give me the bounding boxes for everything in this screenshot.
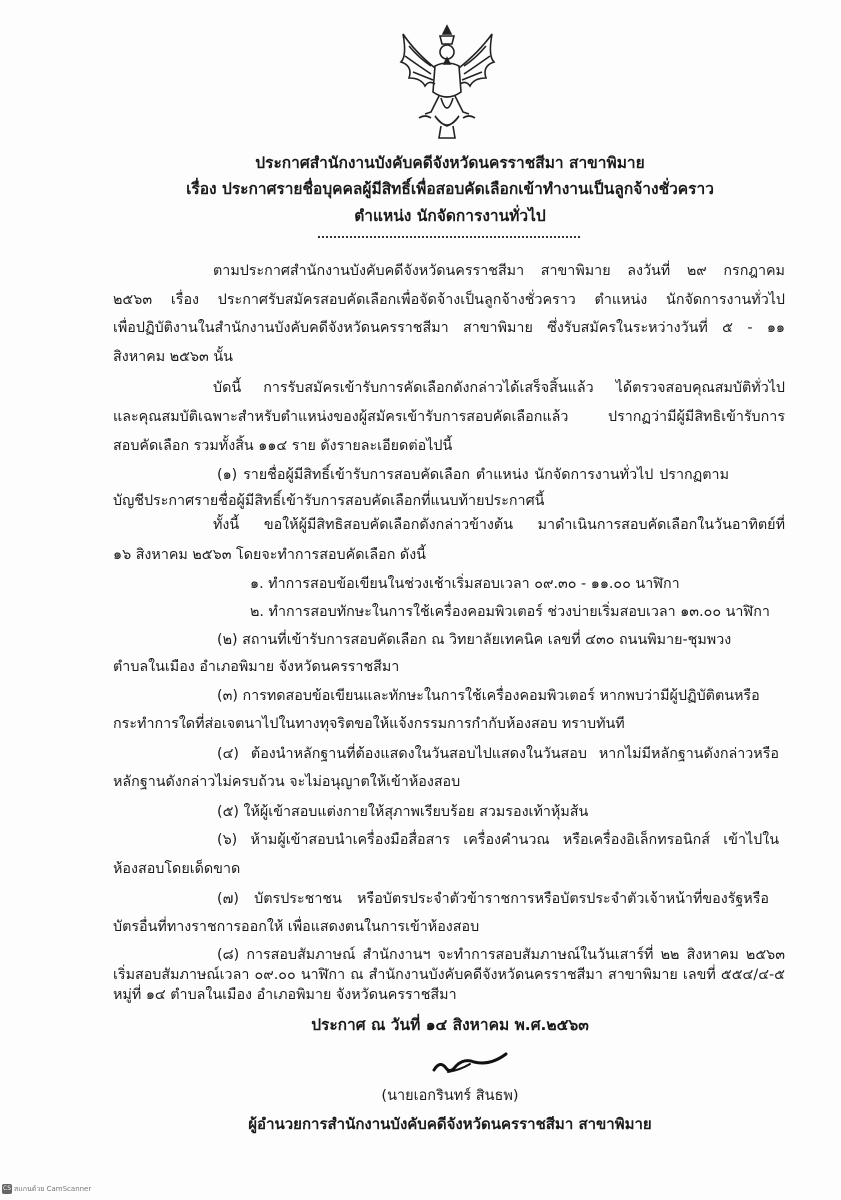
paragraph-line: สอบคัดเลือก รวมทั้งสิ้น ๑๑๔ ราย ดังรายละเอียดต่อไปนี้ [113,438,453,454]
paragraph-line: บัดนี้ การรับสมัครเข้ารับการคัดเลือกดังกล่าวได้เสร็จสิ้นแล้ว ได้ตรวจสอบคุณสมบัติทั่วไป [213,380,785,396]
list-item-line: (๔) ต้องนำหลักฐานที่ต้องแสดงในวันสอบไปแสดงในวันสอบ หากไม่มีหลักฐานดังกล่าวหรือ [217,746,779,762]
list-item-line: ห้องสอบโดยเด็ดขาด [113,861,241,877]
list-item-line: หลักฐานดังกล่าวไม่ครบถ้วน จะไม่อนุญาตให้เข้าห้องสอบ [113,774,461,790]
list-item-line: (๗) บัตรประชาชน หรือบัตรประจำตัวข้าราชการหรือบัตรประจำตัวเจ้าหน้าที่ของรัฐหรือ [217,891,769,907]
signer-name: (นายเอกรินทร์ สินธพ) [381,1088,519,1104]
list-item-line: กระทำการใดที่ส่อเจตนาไปในทางทุจริตขอให้แจ้งกรรมการกำกับห้องสอบ ทราบทันที [113,716,625,732]
announcement-position: ตำแหน่ง นักจัดการงานทั่วไป [354,207,546,225]
paragraph-line: ตามประกาศสำนักงานบังคับคดีจังหวัดนครราชสีมา สาขาพิมาย ลงวันที่ ๒๙ กรกฎาคม [213,263,785,279]
scanner-watermark [2,1184,91,1195]
list-item-line: (๓) การทดสอบข้อเขียนและทักษะในการใช้เครื่องคอมพิวเตอร์ หากพบว่ามีผู้ปฏิบัติตนหรือ [217,688,760,704]
announcement-heading: ประกาศสำนักงานบังคับคดีจังหวัดนครราชสีมา สาขาพิมาย [255,154,645,172]
announcement-subject: เรื่อง ประกาศรายชื่อบุคคลผู้มีสิทธิ์เพื่อสอบคัดเลือกเข้าทำงานเป็นลูกจ้างชั่วคราว [186,180,714,198]
list-item-line: (๒) สถานที่เข้ารับการสอบคัดเลือก ณ วิทยาลัยเทคนิค เลขที่ ๔๓๐ ถนนพิมาย-ชุมพวง [217,632,732,648]
list-item-line: (๕) ให้ผู้เข้าสอบแต่งกายให้สุภาพเรียบร้อย สวมรองเท้าหุ้มส้น [217,804,589,820]
list-item-line: หมู่ที่ ๑๔ ตำบลในเมือง อำเภอพิมาย จังหวัดนครราชสีมา [113,987,457,1003]
signature-icon [430,1050,510,1078]
schedule-line: ๑. ทำการสอบข้อเขียนในช่วงเช้าเริ่มสอบเวลา ๐๙.๓๐ - ๑๑.๐๐ นาฬิกา [250,576,680,592]
paragraph-line: ๑๖ สิงหาคม ๒๕๖๓ โดยจะทำการสอบคัดเลือก ดังนี้ [113,547,426,563]
schedule-line: ๒. ทำการสอบทักษะในการใช้เครื่องคอมพิวเตอร์ ช่วงบ่ายเริ่มสอบเวลา ๑๓.๐๐ นาฬิกา [250,604,770,620]
list-item-line: (๘) การสอบสัมภาษณ์ สำนักงานฯ จะทำการสอบสัมภาษณ์ในวันเสาร์ที่ ๒๒ สิงหาคม ๒๕๖๓ [217,947,785,963]
dotted-separator [318,236,580,238]
list-item-line: ตำบลในเมือง อำเภอพิมาย จังหวัดนครราชสีมา [113,659,400,675]
paragraph-line: ๒๕๖๓ เรื่อง ประกาศรับสมัครสอบคัดเลือกเพื่อจัดจ้างเป็นลูกจ้างชั่วคราว ตำแหน่ง นักจัดการงานทั่วไป [113,292,785,308]
scanner-label: สแกนด้วย CamScanner [14,1185,92,1193]
list-item-line: (๖) ห้ามผู้เข้าสอบนำเครื่องมือสื่อสาร เครื่องคำนวณ หรือเครื่องอิเล็กทรอนิกส์ เข้าไปใน [217,832,779,848]
paragraph-line: เพื่อปฏิบัติงานในสำนักงานบังคับคดีจังหวัดนครราชสีมา สาขาพิมาย ซึ่งรับสมัครในระหว่างวันที่ ๕ - ๑๑ [113,320,785,336]
paragraph-line: สิงหาคม ๒๕๖๓ นั้น [113,349,233,365]
list-item-line: (๑) รายชื่อผู้มีสิทธิ์เข้ารับการสอบคัดเลือก ตำแหน่ง นักจัดการงานทั่วไป ปรากฏตาม [217,467,729,483]
paragraph-line: และคุณสมบัติเฉพาะสำหรับตำแหน่งของผู้สมัครเข้ารับการสอบคัดเลือกแล้ว ปรากฏว่ามีผู้มีสิทธิเข้ารับการ [113,409,785,425]
signer-position: ผู้อำนวยการสำนักงานบังคับคดีจังหวัดนครราชสีมา สาขาพิมาย [248,1115,652,1133]
announce-date: ประกาศ ณ วันที่ ๑๔ สิงหาคม พ.ศ.๒๕๖๓ [311,1016,589,1034]
paragraph-line: ทั้งนี้ ขอให้ผู้มีสิทธิสอบคัดเลือกดังกล่าวข้างต้น มาดำเนินการสอบคัดเลือกในวันอาทิตย์ที่ [213,517,785,533]
list-item-line: เริ่มสอบสัมภาษณ์เวลา ๐๙.๐๐ นาฬิกา ณ สำนักงานบังคับคดีจังหวัดนครราชสีมา สาขาพิมาย เลขที่ ๕๕๔/๔-๕ [113,967,785,983]
garuda-emblem-icon [395,22,500,142]
list-item-line: บัญชีประกาศรายชื่อผู้มีสิทธิ์เข้ารับการสอบคัดเลือกที่แนบท้ายประกาศนี้ [113,493,545,509]
list-item-line: บัตรอื่นที่ทางราชการออกให้ เพื่อแสดงตนในการเข้าห้องสอบ [113,919,480,935]
camscanner-logo-icon: CS [3,1185,11,1192]
